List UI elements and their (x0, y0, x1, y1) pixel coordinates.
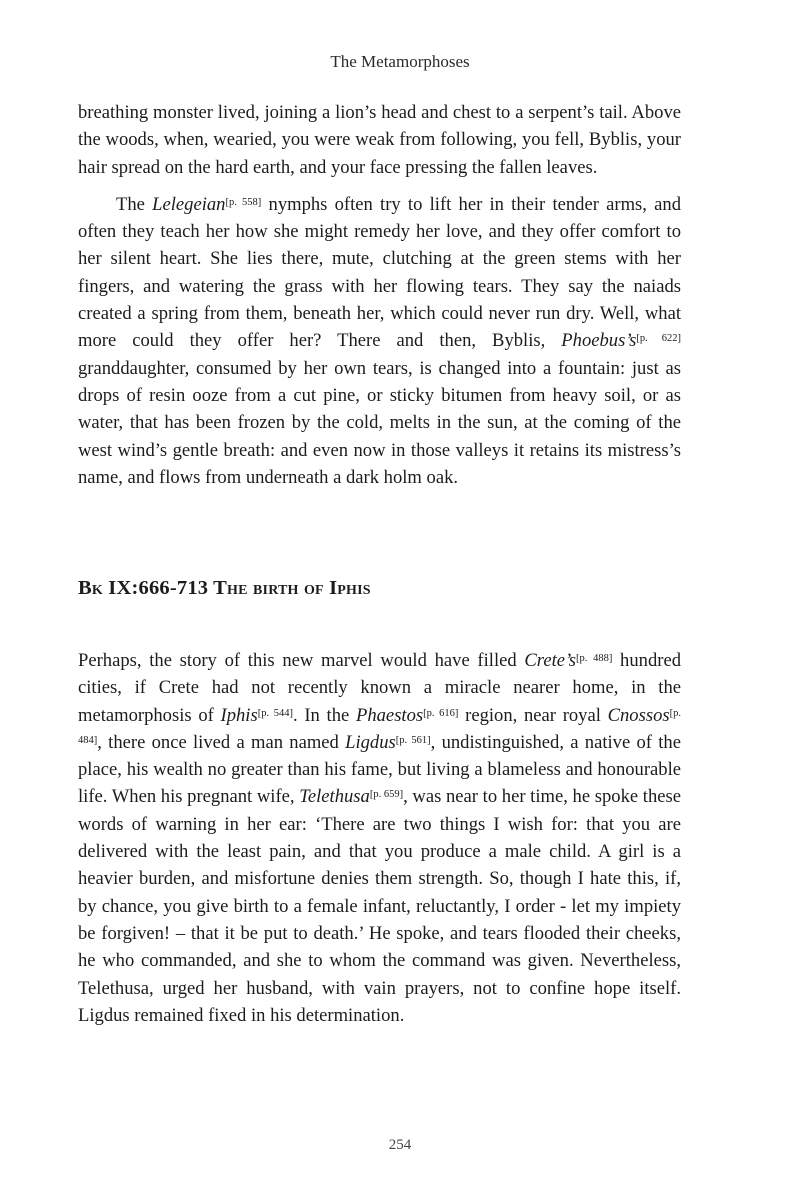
paragraph (78, 191, 681, 491)
page-reference: [p. 558] (225, 196, 262, 208)
page-reference: [p. 488] (576, 653, 613, 664)
text-run: region, near royal (458, 704, 608, 726)
page-number: 254 (388, 1137, 412, 1153)
text-run: granddaughter, consumed by her own tears, is changed into a fountain: just as drops of resin ooze from a cut pine, or sticky bitumen from heavy soil, or as water, that has been frozen by the cold, melts in the sun, at the coming of the west wind’s gentle breath: and even now in those valleys it retains its mistress’s name, and flows from underneath a dark holm oak. (78, 357, 681, 488)
page-reference: [p. 616] (423, 707, 459, 719)
page-reference: [p. 622] (636, 333, 681, 345)
text-run: Perhaps, the story of this new marvel would have filled (78, 650, 525, 671)
running-title: The Metamorphoses (330, 52, 470, 71)
page-reference: [p. 544] (257, 707, 294, 719)
paragraph (78, 647, 681, 1029)
name-ligdus: Ligdus (345, 731, 396, 753)
name-telethusa: Telethusa (299, 786, 370, 808)
page-reference: [p. 659] (369, 789, 404, 801)
text-run: , undistinguished, a native of the place, his wealth no greater than his fame, but living a blameless and honourable life. When his pregnant wife, (78, 731, 681, 808)
name-crete: Crete’s (524, 650, 577, 671)
paragraph: breathing monster lived, joining a lion’s head and chest to a serpent’s tail. Above the woods, when, wearied, you were weak from following, you fell, Byblis, your hair spread on the hard earth, and your face pressing the fallen leaves. (78, 102, 681, 178)
name-iphis: Iphis (220, 704, 258, 726)
text-run: , was near to her time, he spoke these words of warning in her ear: ‘There are two things I wish for: that you are delivered with the least pain, and that you produce a male child. A girl is a heavier burden, and misfortune denies them strength. So, though I hate this, if, by chance, you give birth to a female infant, reluctantly, I order - let my impiety be forgiven! – that it be put to death.’ He spoke, and tears flooded their cheeks, he who commanded, and she to whom the command was given. Nevertheless, Telethusa, urged her husband, with vain prayers, not to confine hope itself. Ligdus remained fixed in his determination. (78, 786, 681, 1026)
name-cnossos: Cnossos (607, 704, 670, 726)
text-run: , there once lived a man named (97, 731, 346, 753)
text-run: . In the (293, 704, 356, 726)
name-phoebus: Phoebus’s (561, 330, 637, 352)
text-run: The (116, 193, 153, 215)
section-heading: Bk IX:666-713 The birth of Iphis (78, 577, 371, 599)
page-reference: [p. 484] (78, 707, 681, 746)
name-lelegeian: Lelegeian (152, 193, 226, 215)
text-run: hundred cities, if Crete had not recently known a miracle nearer home, in the metamorphosis of (78, 650, 681, 726)
text-block-top (78, 99, 681, 491)
name-phaestos: Phaestos (355, 704, 424, 726)
page-reference: [p. 561] (395, 734, 431, 746)
text-block-bottom (78, 647, 681, 1029)
text-run: nymphs often try to lift her in their tender arms, and often they teach her how she might remedy her love, and they offer comfort to her silent heart. She lies there, mute, clutching at the green stems with her fingers, and watering the grass with her flowing tears. They say the naiads created a spring from them, beneath her, which could never run dry. Well, what more could they offer her? There and then, Byblis, (78, 193, 682, 352)
